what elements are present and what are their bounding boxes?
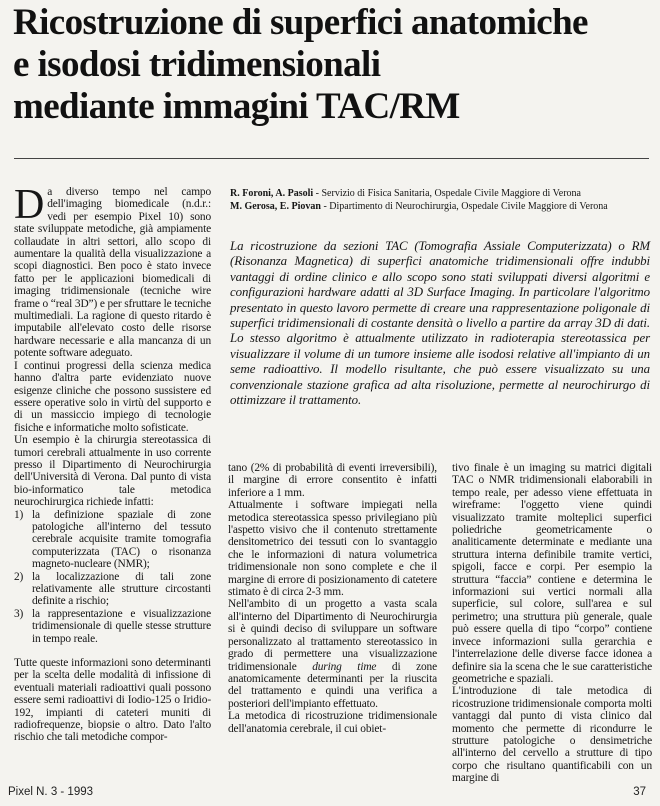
list-text: la rappresentazione e visualizzazione tridimensionale di quelle stesse strutture in tempo reale. bbox=[32, 607, 211, 645]
list-text: la localizzazione di tali zone relativamente alle strutture circostanti definite a rischio; bbox=[32, 570, 211, 608]
authors-block bbox=[230, 187, 650, 213]
title-line-2: e isodosi tridimensionali bbox=[13, 44, 381, 85]
list-number: 3) bbox=[14, 607, 24, 620]
author-line bbox=[230, 200, 650, 213]
page-number: 37 bbox=[633, 786, 646, 798]
list-item bbox=[14, 509, 211, 571]
author-line bbox=[230, 187, 650, 200]
list-item bbox=[14, 571, 211, 608]
drop-cap: D bbox=[14, 182, 45, 228]
column-2 bbox=[228, 462, 437, 735]
author-affiliation: - Servizio di Fisica Sanitaria, Ospedale Civile Maggiore di Verona bbox=[313, 188, 581, 199]
paragraph: Tutte queste informazioni sono determinanti per la scelta delle modalità di infissione di eventuali materiali radioattivi quali possono essere semi radioattivi di Iodio-125 o Iridio-192, impianti di cateteri muniti di radiofrequenze, biopsie o altro. Dato l'alto rischio che tali metodiche compor- bbox=[14, 657, 211, 744]
list-item bbox=[14, 608, 211, 645]
paragraph: L'introduzione di tale metodica di ricostruzione tridimensionale comporta molti vantaggi dal punto di vista clinico dal momento che permette di ricondurre le strutture patologiche o densimetriche all'interno del cervello a strutture di tipo corpo che risultano quantificabili con un margine di bbox=[452, 685, 652, 785]
paragraph: La metodica di ricostruzione tridimensionale dell'anatomia cerebrale, il cui obiet- bbox=[228, 710, 437, 735]
author-names: M. Gerosa, E. Piovan bbox=[230, 201, 321, 212]
paragraph: Attualmente i software impiegati nella metodica stereotassica spesso privilegiano più l'aspetto visivo che il contenuto strettamente densitometrico dei tessuti con lo svantaggio che le informazioni di natura volumetrica tridimensionale non sono complete e che il margine di errore di posizionamento di catetere stimato è di circa 2-3 mm. bbox=[228, 499, 437, 599]
column-1 bbox=[14, 182, 211, 744]
paragraph: I continui progressi della scienza medica hanno d'altra parte evidenziato nuove esigenze cliniche che possono sussistere ed essere operative solo in virtù del supporto e di un massiccio impiego di tecnologie fisiche e informatiche molto sofisticate. bbox=[14, 359, 211, 434]
title-line-1: Ricostruzione di superfici anatomiche bbox=[13, 2, 588, 43]
list-text: la definizione spaziale di zone patologiche all'interno del tessuto cerebrale acquisite tramite tomografia computerizzata (TAC) o risonanza magneto-nucleare (NMR); bbox=[32, 508, 211, 571]
paragraph: tivo finale è un imaging su matrici digitali TAC o NMR tridimensionali elaborabili in tempo reale, per adesso viene effettuata in wireframe: l'oggetto viene quindi visualizzato tramite molteplici superfici poliedriche geometricamente o analiticamente determinate e mediante una struttura interna definibile tramite vertici, spigoli, facce e corpi. Per esempio la struttura “faccia” contiene e determina le informazioni sui vertici normali alla superficie, sul colore, sull'area e sul perimetro; una struttura più generale, quale può essere quella di tipo “corpo” contiene invece informazioni sulla gerarchia e l'interrelazione delle diverse facce idonea a definire sia la scena che le sue caratteristiche geometriche e spaziali. bbox=[452, 462, 652, 685]
paragraph: Un esempio è la chirurgia stereotassica di tumori cerebrali attualmente in uso corrente presso il Dipartimento di Neurochirurgia dell'Università di Verona. Dal punto di vista bio-informatico tale metodica neurochirurgica richiede infatti: bbox=[14, 434, 211, 509]
list-number: 2) bbox=[14, 570, 24, 583]
text-run: di zone anatomicamente determinanti per la riuscita del trattamento e quindi una verifica a posteriori dell'impianto effettuato. bbox=[228, 660, 438, 710]
author-affiliation: - Dipartimento di Neurochirurgia, Ospedale Civile Maggiore di Verona bbox=[320, 201, 608, 212]
footer-issue: Pixel N. 3 - 1993 bbox=[8, 786, 94, 798]
intro-paragraph bbox=[14, 182, 211, 360]
title-line-3: mediante immagini TAC/RM bbox=[13, 86, 460, 127]
text-run: Nell'ambito di un progetto a vasta scala all'interno del Dipartimento di Neurochirurgia si è quindi deciso di sviluppare un software personalizzato al trattamento stereotassico in grado di permettere una visualizzazione tridimensionale bbox=[228, 598, 437, 673]
intro-text: a diverso tempo nel campo dell'imaging biomedicale (n.d.r.: vedi per esempio Pixel 10) sono state sviluppate metodiche, già ampiamente collaudate in altri settori, allo scopo di aumentare la qualità della visualizzazione a scopi diagnostici. Ben poco è stato invece fatto per le applicazioni biomedicali di imaging tridimensionale (tecniche wire frame o “real 3D”) e per sfruttare le tecniche multimediali. La ragione di questo ritardo è imputabile all'elevato costo delle risorse hardware necessarie e alla mancanza di un potente software adeguato. bbox=[14, 186, 211, 360]
paragraph: tano (2% di probabilità di eventi irreversibili), il margine di errore consentito è infatti inferiore a 1 mm. bbox=[228, 462, 437, 499]
article-title bbox=[13, 2, 653, 128]
column-3 bbox=[452, 462, 652, 785]
emphasis-text: during time bbox=[312, 660, 377, 673]
title-divider bbox=[14, 158, 649, 159]
paragraph bbox=[228, 598, 437, 710]
author-names: R. Foroni, A. Pasoli bbox=[230, 188, 314, 199]
list-number: 1) bbox=[14, 508, 24, 521]
abstract: La ricostruzione da sezioni TAC (Tomografia Assiale Computerizzata) o RM (Risonanza Magnetica) di superfici anatomiche tridimensionali offre indubbi vantaggi di ordine clinico e allo scopo sono stati sviluppati diversi algoritmi e configurazioni hardware adatti al 3D Surface Imaging. In particolare l'algoritmo presentato in questo lavoro permette di creare una rappresentazione poligonale di superfici tridimensionali di costante densità o livello a partire da array 3D di dati. Lo stesso algoritmo è attualmente utilizzato in radioterapia stereotassica per visualizzare il volume di un tumore insieme alle isodosi relative all'impianto di un seme radioattivo. Il modello risultante, che può essere visualizzato su una convenzionale stazione grafica ad alta risoluzione, permette al neurochirurgo di ottimizzare il trattamento. bbox=[230, 239, 650, 408]
